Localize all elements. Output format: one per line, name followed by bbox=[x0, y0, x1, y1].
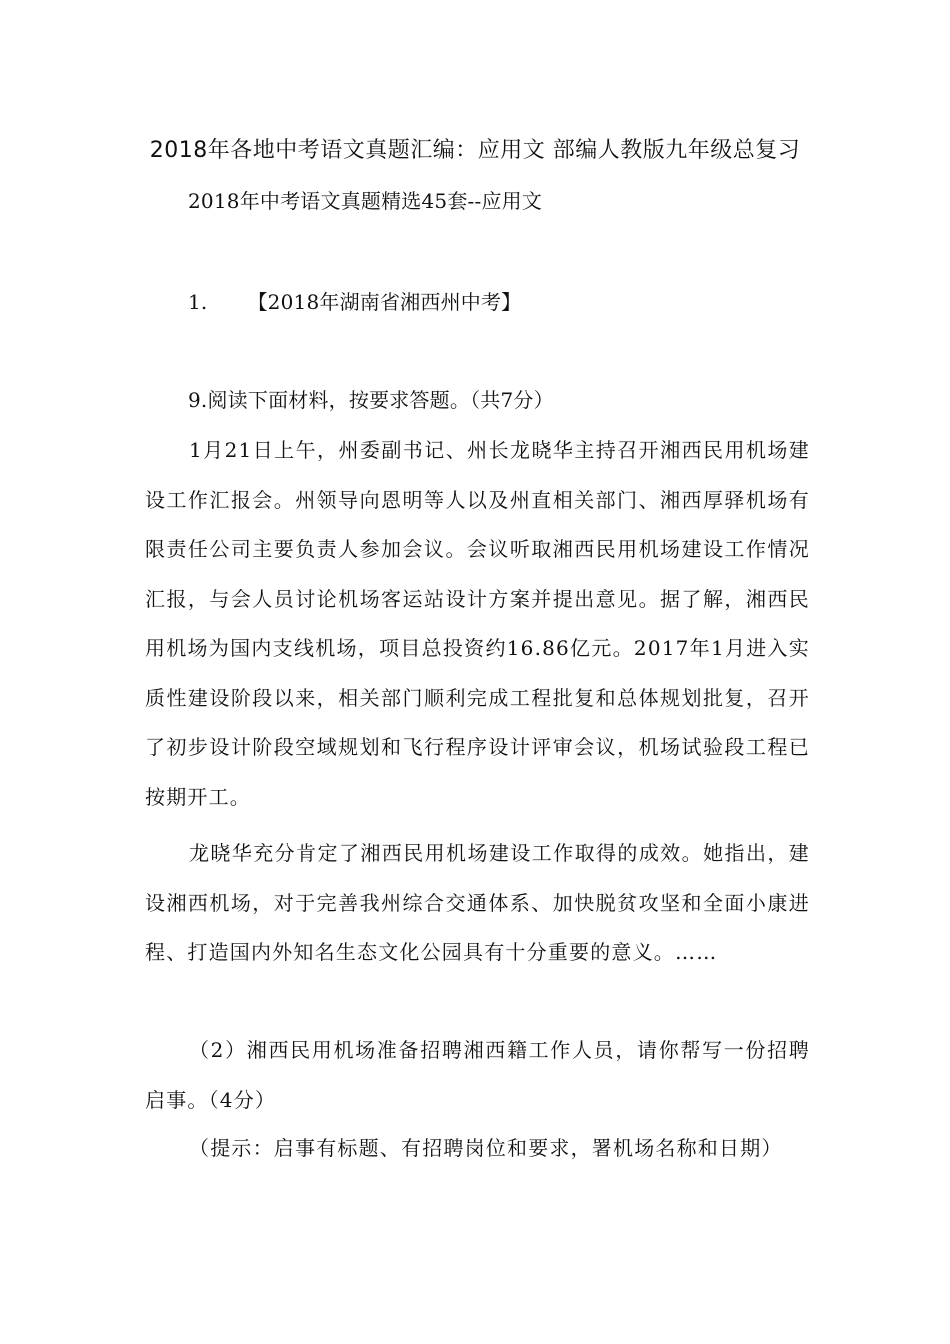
document-subtitle: 2018年中考语文真题精选45套--应用文 bbox=[188, 189, 543, 213]
question-number: 1. bbox=[188, 290, 208, 314]
question-prompt: 9.阅读下面材料，按要求答题。（共7分） bbox=[188, 388, 554, 412]
question-source: 【2018年湖南省湘西州中考】 bbox=[247, 290, 522, 314]
sub-question: （2）湘西民用机场准备招聘湘西籍工作人员，请你帮写一份招聘启事。（4分） bbox=[145, 1038, 810, 1112]
document-title: 2018年各地中考语文真题汇编：应用文 部编人教版九年级总复习 bbox=[149, 138, 801, 163]
question-header bbox=[188, 284, 521, 320]
hint-text: （提示：启事有标题、有招聘岗位和要求，署机场名称和日期） bbox=[189, 1136, 783, 1160]
material-paragraph-1: 1月21日上午，州委副书记、州长龙晓华主持召开湘西民用机场建设工作汇报会。州领导向恩明等人以及州直相关部门、湘西厚驿机场有限责任公司主要负责人参加会议。会议听取湘西民用机场建设工作情况汇报，与会人员讨论机场客运站设计方案并提出意见。据了解，湘西民用机场为国内支线机场，项目总投资约16.86亿元。2017年1月进入实质性建设阶段以来，相关部门顺利完成工程批复和总体规划批复，召开了初步设计阶段空域规划和飞行程序设计评审会议，机场试验段工程已按期开工。 bbox=[145, 438, 810, 809]
material-paragraph-2: 龙晓华充分肯定了湘西民用机场建设工作取得的成效。她指出，建设湘西机场，对于完善我州综合交通体系、加快脱贫攻坚和全面小康进程、打造国内外知名生态文化公园具有十分重要的意义。…… bbox=[145, 841, 810, 964]
